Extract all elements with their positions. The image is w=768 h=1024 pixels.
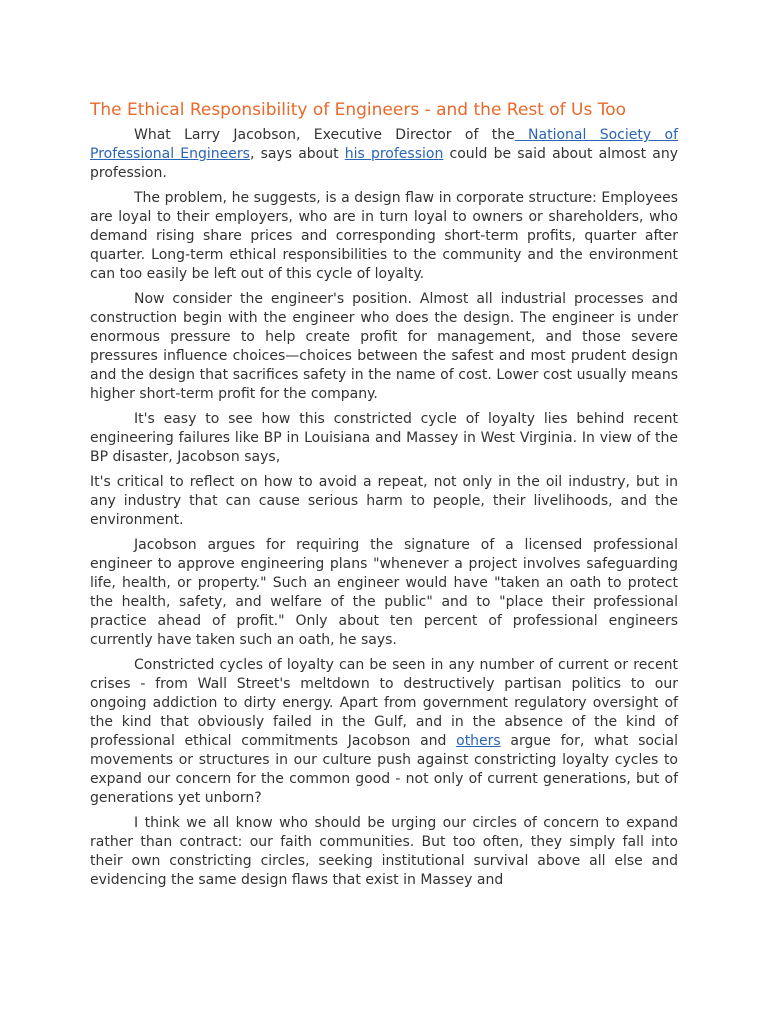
quote-jacobson: It's critical to reflect on how to avoid a repeat, not only in the oil industry, but in any industry that can cause serious harm to people, their livelihoods, and the environment. (90, 474, 678, 528)
paragraph-design-flaw: The problem, he suggests, is a design flaw in corporate structure: Employees are loyal to their employers, who are in turn loyal to owners or shareholders, who demand rising share prices and corresponding short-term profits, quarter after quarter. Long-term ethical responsibilities to the community and the environment can too easily be left out of this cycle of loyalty. (90, 190, 678, 282)
paragraph-cycle-of-loyalty: It's easy to see how this constricted cycle of loyalty lies behind recent engineering failures like BP in Louisiana and Massey in West Virginia. In view of the BP disaster, Jacobson says, (90, 411, 678, 465)
paragraph-intro-text-start: What Larry Jacobson, Executive Director of the (134, 127, 515, 143)
paragraph-constricted-cycles-text-end: argue for, what social movements or structures in our culture push against constricting loyalty cycles to expand our concern for the common good - not only of current generations, but of generations yet unborn? (90, 733, 678, 806)
his-profession-link[interactable]: his profession (344, 146, 444, 162)
others-link[interactable]: others (456, 733, 501, 749)
paragraph-engineer-position: Now consider the engineer's position. Almost all industrial processes and construction begin with the engineer who does the design. The engineer is under enormous pressure to help create profit for management, and those severe pressures influence choices—choices between the safest and most prudent design and the design that sacrifices safety in the name of cost. Lower cost usually means higher short-term profit for the company. (90, 291, 678, 402)
paragraph-intro-text-middle: , says about (249, 146, 345, 162)
paragraph-constricted-cycles (90, 656, 678, 808)
paragraph-faith-communities: I think we all know who should be urging our circles of concern to expand rather than contract: our faith communities. But too often, they simply fall into their own constricting circles, seeking institutional survival above all else and evidencing the same design flaws that exist in Massey and (90, 815, 678, 888)
paragraph-intro (90, 126, 678, 183)
paragraph-intro-text-end: could be said about almost any profession. (90, 146, 678, 181)
paragraph-constricted-cycles-text-start: Constricted cycles of loyalty can be seen in any number of current or recent crises - from Wall Street's meltdown to destructively partisan politics to our ongoing addiction to dirty energy. Apart from government regulatory oversight of the kind that obviously failed in the Gulf, and in the absence of the kind of professional ethical commitments Jacobson and (90, 657, 678, 749)
article-title: The Ethical Responsibility of Engineers - and the Rest of Us Too (90, 100, 627, 120)
nspe-link[interactable]: National Society of Professional Engineers (90, 127, 679, 162)
paragraph-signature: Jacobson argues for requiring the signature of a licensed professional engineer to approve engineering plans "whenever a project involves safeguarding life, health, or property." Such an engineer would have "taken an oath to protect the health, safety, and welfare of the public" and to "place their professional practice ahead of profit." Only about ten percent of professional engineers currently have taken such an oath, he says. (90, 537, 678, 648)
article (90, 98, 678, 896)
